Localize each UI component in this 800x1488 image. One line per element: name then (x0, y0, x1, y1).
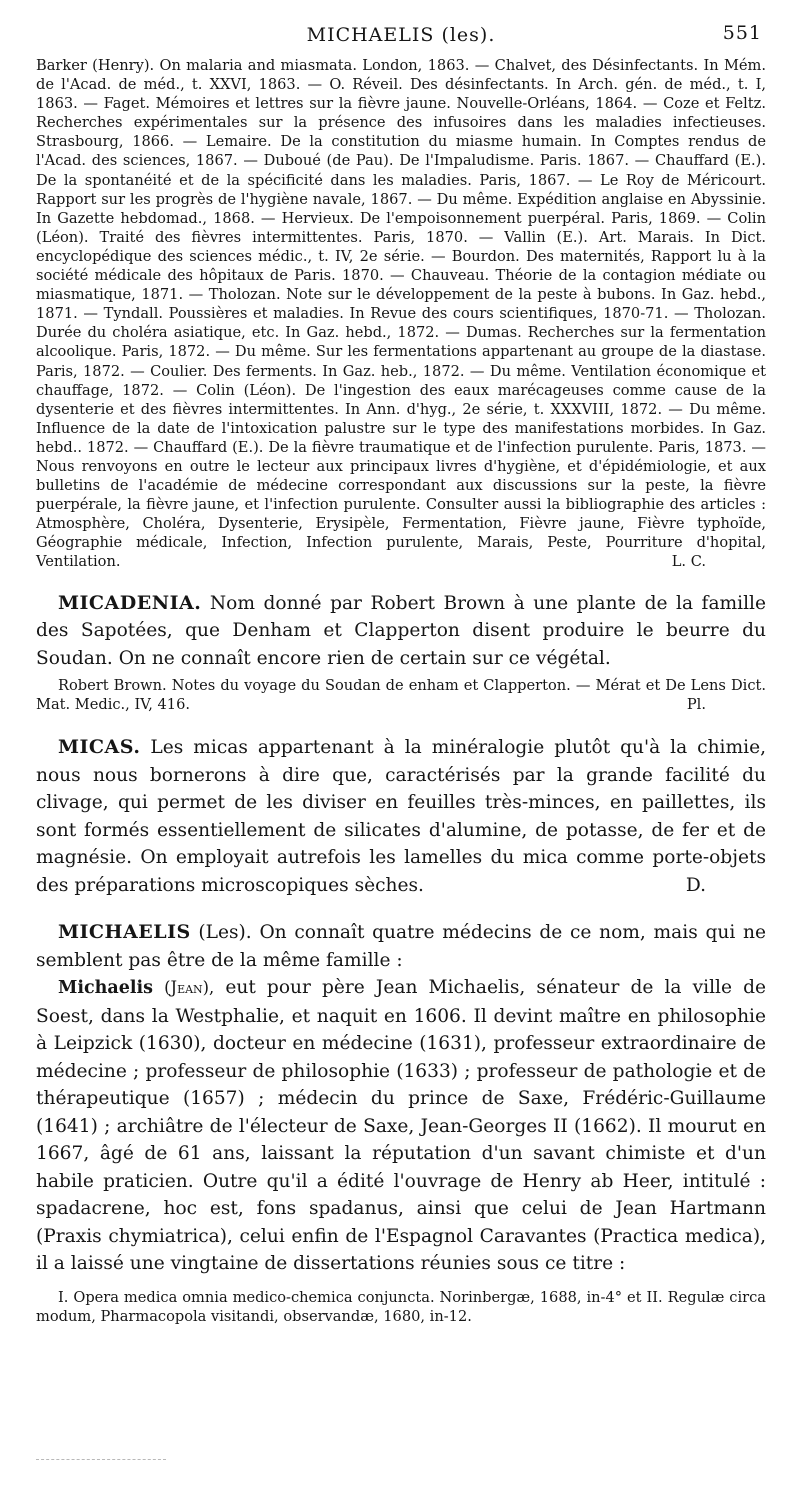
micadenia-ref-text: Robert Brown. Notes du voyage du Soudan de enham et Clapperton. — Mérat et De Lens Dict. Mat. Medic., IV, 416. (36, 677, 766, 714)
micadenia-signature: Pl. (686, 696, 706, 714)
micas-signature: D. (685, 874, 706, 896)
entry-michaelis-jean (36, 974, 766, 1278)
bibliography-block (36, 56, 766, 572)
headword-michaelis: MICHAELIS (58, 921, 191, 944)
michaelis-headword-suffix: (Les). (198, 922, 252, 944)
micas-text: Les micas appartenant à la minéralogie plutôt qu'à la chimie, nous nous bornerons à dire que, caractérisés par la grande facilité du clivage, qui permet de les diviser en feuilles très-minces, en paillettes, ils sont formés essentiellement de silicates d'alumine, de potasse, de fer et de magnésie. On employait autrefois les lamelles du mica comme porte-objets des préparations microscopiques sèches. (36, 737, 766, 896)
running-head (36, 22, 766, 52)
bibliography-signature: L. C. (671, 553, 706, 571)
page-number: 551 (722, 22, 762, 44)
michaelis-jean-text: eut pour père Jean Michaelis, sénateur de la ville de Soest, dans la Westphalie, et naquit en 1606. Il devint maître en philosophie à Leipzick (1630), docteur en médecine (1631), professeur extraordinaire de médecine ; professeur de philosophie (1633) ; professeur de pathologie et de thérapeutique (1657) ; médecin du prince de Saxe, Frédéric-Guillaume (1641) ; archiâtre de l'électeur de Saxe, Jean-Georges II (1662). Il mourut en 1667, âgé de 61 ans, laissant la réputation d'un savant chimiste et d'un habile praticien. Outre qu'il a édité l'ouvrage de Henry ab Heer, intitulé : spadacrene, hoc est, fons spadanus, ainsi que celui de Jean Hartmann (Praxis chymiatrica), celui enfin de l'Espagnol Caravantes (Practica medica), il a laissé une vingtaine de dissertations réunies sous ce titre : (36, 977, 766, 1275)
entry-micas (36, 734, 766, 899)
micadenia-text: Nom donné par Robert Brown à une plante de la famille des Sapotées, que Denham et Clapperton disent produire le beurre du Soudan. On ne connaît encore rien de certain sur ce végétal. (36, 592, 767, 669)
michaelis-intro: On connaît quatre médecins de ce nom, mais qui ne semblent pas être de la même famille : (36, 922, 766, 971)
entry-michaelis (36, 919, 766, 974)
footer-rule (36, 1459, 166, 1460)
headword-micadenia: MICADENIA. (58, 591, 202, 614)
michaelis-work-1: I. Opera medica omnia medico-chemica conjuncta. Norinbergæ, 1688, in-4° et II. Regulæ circa modum, Pharmacopola visitandi, observandæ, 1680, in-12. (36, 1288, 766, 1325)
michaelis-works-list (36, 1288, 766, 1326)
headword-micas: MICAS. (58, 736, 141, 759)
subheadword-michaelis-jean: Michaelis (58, 978, 154, 999)
michaelis-jean-given-name: (Jean), (164, 978, 215, 998)
entry-micadenia (36, 590, 766, 673)
bibliography-text: Barker (Henry). On malaria and miasmata. London, 1863. — Chalvet, des Désinfectants. In Mém. de l'Acad. de méd., t. XXVI, 1863. — O. Réveil. Des désinfectants. In Arch. gén. de méd., t. I, 1863. — Faget. Mémoires et lettres sur la fièvre jaune. Nouvelle-Orléans, 1864. — Coze et Feltz. Recherches expérimentales sur la présence des infusoires dans les maladies infectieuses. Strasbourg, 1866. — Lemaire. De la constitution du miasme humain. In Comptes rendus de l'Acad. des sciences, 1867. — Duboué (de Pau). De l'Impaludisme. Paris. 1867. — Chauffard (E.). De la spontanéité et de la spécificité dans les maladies. Paris, 1867. — Le Roy de Méricourt. Rapport sur les progrès de l'hygiène navale, 1867. — Du même. Expédition anglaise en Abyssinie. In Gazette hebdomad., 1868. — Hervieux. De l'empoisonnement puerpéral. Paris, 1869. — Colin (Léon). Traité des fièvres intermittentes. Paris, 1870. — Vallin (E.). Art. Marais. In Dict. encyclopédique des sciences médic., t. IV, 2e série. — Bourdon. Des maternités, Rapport lu à la société médicale des hôpitaux de Paris. 1870. — Chauveau. Théorie de la contagion médiate ou miasmatique, 1871. — Tholozan. Note sur le développement de la peste à bubons. In Gaz. hebd., 1871. — Tyndall. Poussières et maladies. In Revue des cours scientifiques, 1870-71. — Tholozan. Durée du choléra asiatique, etc. In Gaz. hebd., 1872. — Dumas. Recherches sur la fermentation alcoolique. Paris, 1872. — Du même. Sur les fermentations appartenant au groupe de la diastase. Paris, 1872. — Coulier. Des ferments. In Gaz. heb., 1872. — Du même. Ventilation économique et chauffage, 1872. — Colin (Léon). De l'ingestion des eaux marécageuses comme cause de la dysenterie et des fièvres intermittentes. In Ann. d'hyg., 2e série, t. XXXVIII, 1872. — Du même. Influence de la date de l'intoxication palustre sur le type des manifestations morbides. In Gaz. hebd.. 1872. — Chauffard (E.). De la fièvre traumatique et de l'infection purulente. Paris, 1873. — Nous renvoyons en outre le lecteur aux principaux livres d'hygiène, et d'épidémiologie, et aux bulletins de l'académie de médecine correspondant aux discussions sur la peste, la fièvre puerpérale, la fièvre jaune, et l'infection purulente. Consulter aussi la bibliographie des articles : Atmosphère, Choléra, Dysenterie, Erysipèle, Fermentation, Fièvre jaune, Fièvre typhoïde, Géographie médicale, Infection, Infection purulente, Marais, Peste, Pourriture d'hopital, Ventilation. (36, 57, 766, 571)
running-head-title: MICHAELIS (les). (306, 24, 496, 46)
micadenia-reference (36, 676, 766, 714)
